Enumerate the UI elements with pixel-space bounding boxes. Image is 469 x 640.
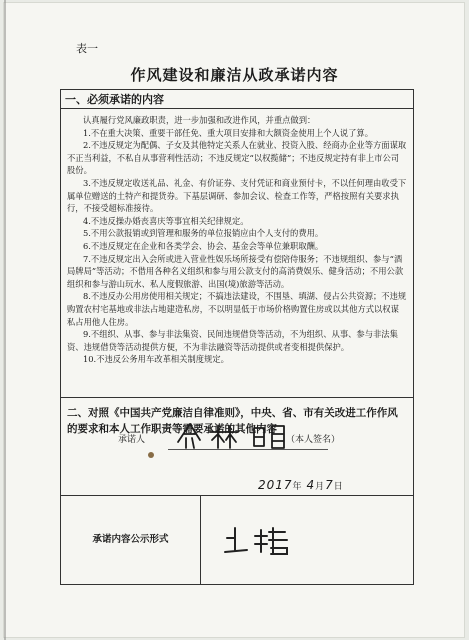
sign-note: （本人签名） xyxy=(286,435,341,445)
commitment-form xyxy=(60,89,414,585)
date-month: 4 xyxy=(306,478,316,492)
binding-edge xyxy=(4,0,6,640)
commitment-item-4: 4.不违反操办婚丧喜庆等事宜相关纪律规定。 xyxy=(83,215,249,226)
commitment-item-5: 5.不用公款报销或到管理和服务的单位报销应由个人支付的费用。 xyxy=(83,228,324,239)
document-title: 作风建设和廉洁从政承诺内容 xyxy=(130,66,339,84)
commitment-item-8: 8.不违反办公用房使用相关规定；不搞违法建设，不围垦、填湖、侵占公共资源；不违规购置农村宅基地或非法占地建造私房，不以明显低于市场价格购置住房或以其他方式以权谋私占用他人住房。 xyxy=(67,291,407,327)
ink-spot xyxy=(148,452,154,458)
date-day: 7 xyxy=(325,478,334,492)
signer-label: 承诺人 xyxy=(118,435,146,445)
commitment-item-2: 2.不违反规定为配偶、子女及其他特定关系人在就业、投资入股、经商办企业等方面谋取不正当利益，不私自从事营利性活动；不违反规定“以权揽储”；不违反规定持有非上市公司股份。 xyxy=(67,140,407,176)
section2-heading: 二、对照《中国共产党廉洁自律准则》，中央、省、市有关改进工作作风的要求和本人工作职责等需要承诺的其他内容 xyxy=(67,407,398,435)
commitment-item-6: 6.不违反规定在企业和各类学会、协会、基金会等单位兼职取酬。 xyxy=(83,240,324,251)
publicity-label: 承诺内容公示形式 xyxy=(61,496,201,584)
commitment-item-9: 9.不组织、从事、参与非法集资、民间违规借贷等活动，不为组织、从事、参与非法集资、违规借贷等活动提供方便，不为非法融资等活动提供或者变相提供保护。 xyxy=(67,329,398,352)
commitment-item-1: 1.不在重大决策、重要干部任免、重大项目安排和大额资金使用上个人说了算。 xyxy=(83,127,374,138)
section1-body xyxy=(61,110,413,398)
year-char: 年 xyxy=(292,482,303,492)
sign-date xyxy=(258,478,344,492)
day-char: 日 xyxy=(333,482,344,492)
publicity-handwritten-value xyxy=(221,522,301,558)
intro-paragraph: 认真履行党风廉政职责，进一步加强和改进作风，并重点做到： xyxy=(83,115,316,125)
commitment-item-7: 7.不违反规定出入会所或进入营业性娱乐场所接受有偿陪侍服务；不违规组织、参与“酒局牌局”等活动；不借用各种名义组织和参与用公款支付的高消费娱乐、健身活动；不用公款组织和参与游山玩水、私人度假旅游、出国(境)旅游等活动。 xyxy=(67,253,404,289)
commitment-item-3: 3.不违反规定收送礼品、礼金、有价证券、支付凭证和商业预付卡，不以任何理由收受下属单位赠送的土特产和提货券。下基层调研、参加会议、检查工作等，严格按照有关要求执行，不接受超标准接待。 xyxy=(67,177,407,214)
month-char: 月 xyxy=(315,482,326,492)
publicity-row xyxy=(61,496,413,584)
table-label: 表一 xyxy=(76,42,98,55)
commitment-item-10: 10.不违反公务用车改革相关制度规定。 xyxy=(83,354,229,365)
date-year: 2017 xyxy=(258,478,293,492)
signature-underline xyxy=(168,449,328,450)
section1-heading: 一、必须承诺的内容 xyxy=(61,90,413,109)
